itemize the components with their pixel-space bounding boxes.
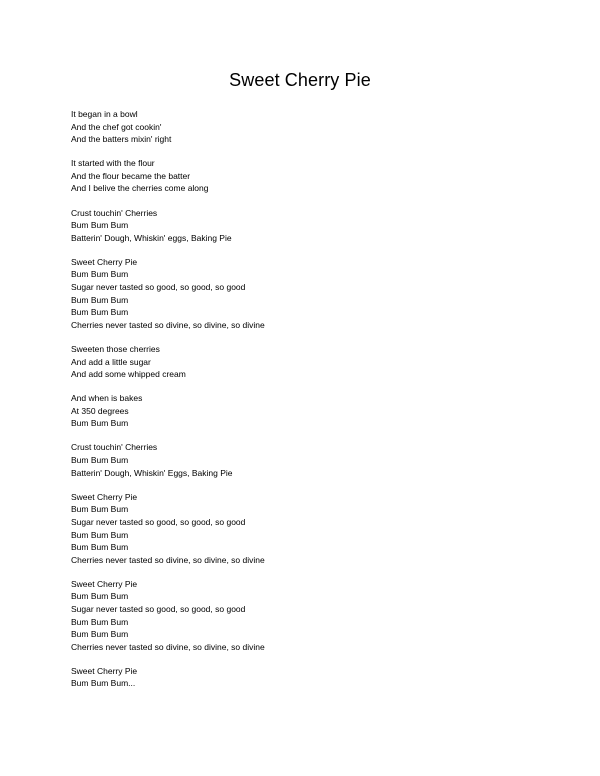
lyric-line: Sugar never tasted so good, so good, so good [71, 604, 246, 614]
lyric-line: Sugar never tasted so good, so good, so good [71, 282, 246, 293]
lyrics-stanza [71, 343, 551, 381]
lyrics-stanza [71, 207, 551, 245]
lyrics-stanza [71, 392, 551, 430]
lyric-line: Batterin' Dough, Whiskin' Eggs, Baking Pie [71, 467, 233, 478]
lyric-line: Bum Bum Bum... [71, 678, 136, 689]
lyric-line: Bum Bum Bum [71, 529, 129, 540]
lyric-line: Sweet Cherry Pie [71, 491, 138, 502]
lyric-line: It started with the flour [71, 158, 155, 169]
lyric-line: And add a little sugar [71, 356, 151, 367]
lyric-line: And when is bakes [71, 393, 143, 404]
lyric-line: Bum Bum Bum [71, 504, 129, 515]
lyric-line: Sweet Cherry Pie [71, 578, 138, 589]
lyric-line: Bum Bum Bum [71, 294, 129, 305]
document-title: Sweet Cherry Pie [229, 70, 371, 90]
lyric-line: Sweeten those cherries [71, 343, 160, 354]
lyric-line: Cherries never tasted so divine, so divine, so divine [71, 319, 265, 330]
lyrics-stanza [71, 491, 551, 567]
lyric-line: Bum Bum Bum [71, 591, 129, 602]
lyric-line: Sweet Cherry Pie [71, 256, 138, 267]
lyric-line: Bum Bum Bum [71, 307, 129, 318]
lyric-line: And I belive the cherries come along [71, 183, 209, 194]
lyric-line: And the batters mixin' right [71, 134, 172, 145]
lyrics-stanza [71, 108, 551, 146]
lyric-line: Sweet Cherry Pie [71, 665, 138, 676]
lyrics-stanza [71, 256, 551, 332]
lyrics-stanza [71, 441, 551, 479]
lyric-line: And the flour became the batter [71, 170, 191, 181]
lyric-line: Bum Bum Bum [71, 629, 129, 640]
lyric-line: Bum Bum Bum [71, 220, 129, 231]
lyrics-stanza [71, 157, 551, 195]
lyric-line: Cherries never tasted so divine, so divine, so divine [71, 554, 265, 565]
lyric-line: And the chef got cookin' [71, 121, 162, 132]
lyric-line: Cherries never tasted so divine, so divine, so divine [71, 641, 265, 652]
lyric-line: Bum Bum Bum [71, 542, 129, 553]
lyrics-body [71, 108, 551, 702]
lyric-line: It began in a bowl [71, 109, 138, 119]
lyric-line: Crust touchin' Cherries [71, 207, 158, 218]
lyric-line: Bum Bum Bum [71, 269, 129, 280]
lyric-line: Sugar never tasted so good, so good, so good [71, 516, 246, 527]
lyric-line: Bum Bum Bum [71, 616, 129, 627]
lyric-line: Bum Bum Bum [71, 455, 129, 466]
lyrics-stanza [71, 578, 551, 654]
lyric-line: And add some whipped cream [71, 369, 186, 380]
lyric-line: Batterin' Dough, Whiskin' eggs, Baking Pie [71, 232, 232, 243]
lyric-line: At 350 degrees [71, 405, 129, 416]
lyric-line: Crust touchin' Cherries [71, 442, 158, 453]
lyrics-stanza [71, 665, 551, 690]
lyric-line: Bum Bum Bum [71, 418, 129, 429]
